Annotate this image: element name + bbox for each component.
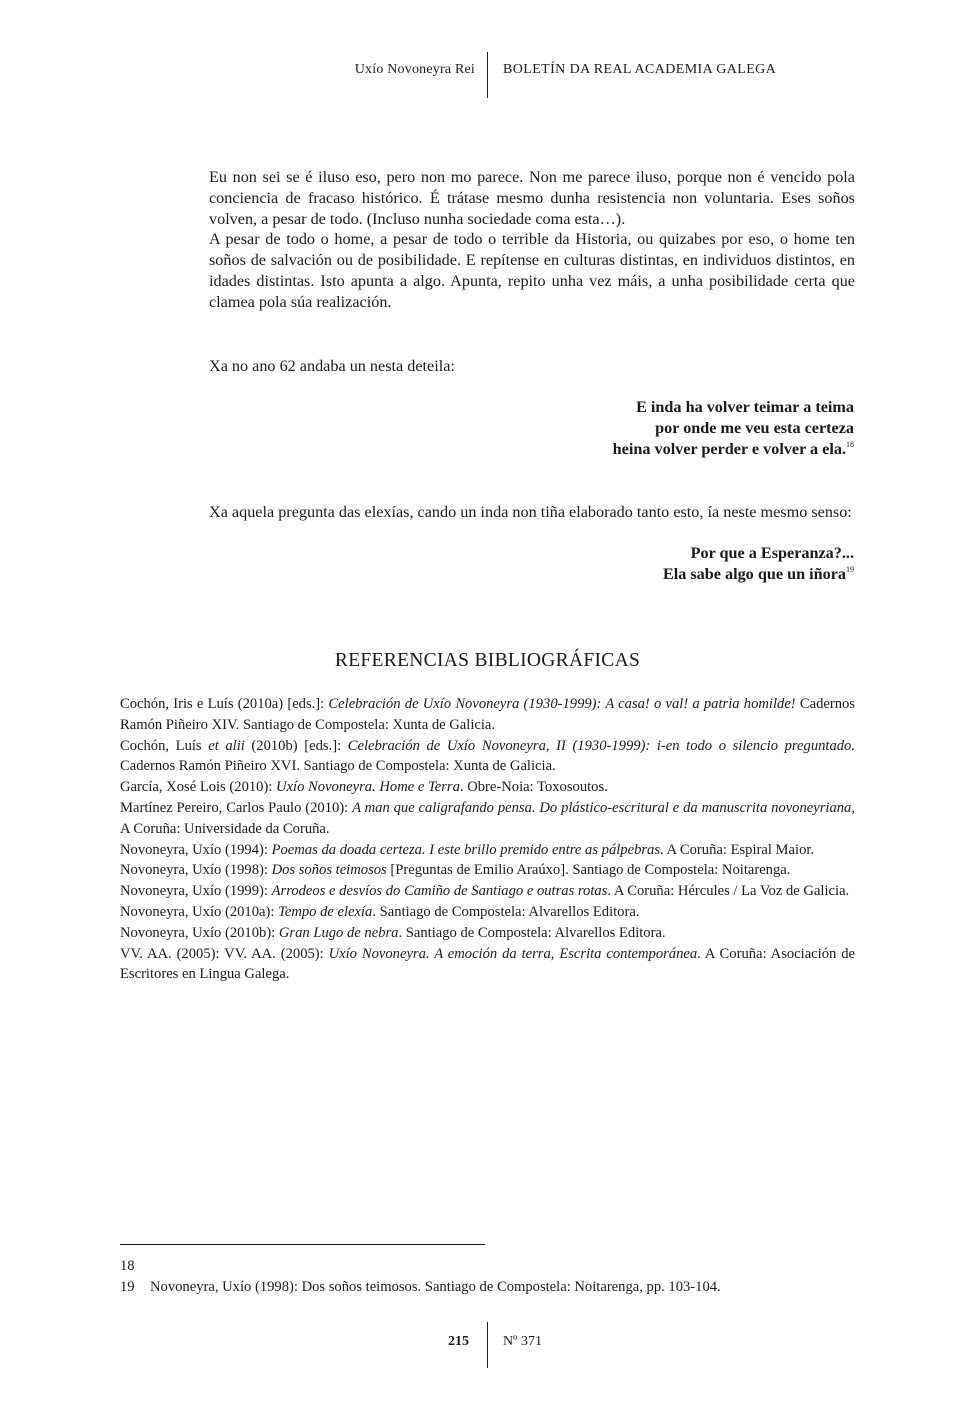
body-paragraph-2: A pesar de todo o home, a pesar de todo o terrible da Historia, ou quizabes por eso, o home ten soños de salvación ou de posibilidade. E repítense en culturas distintas, en individuos distintos, en idades distintas. Isto apunta a algo. Apunta, repito unha vez máis, a unha posibilidade certa que clamea pola súa realización. — [209, 230, 855, 311]
reference-entry: VV. AA. (2005): VV. AA. (2005): Uxío Novoneyra. A emoción da terra, Escrita contemporánea. A Coruña: Asociación de Escritores en Lingua Galega. — [120, 945, 855, 983]
references-list — [120, 694, 855, 985]
running-header-author: Uxío Novoneyra Rei — [354, 62, 475, 77]
reference-entry: Martínez Pereiro, Carlos Paulo (2010): A man que caligrafando pensa. Do plástico-escritural e da manuscrita novoneyriana, A Coruña: Universidade da Coruña. — [120, 799, 856, 837]
issue-number: Nº 371 — [503, 1334, 542, 1349]
footnote-text: Novoneyra, Uxío (1998): Dos soños teimosos. Santiago de Compostela: Noitarenga, pp. 103-104. — [150, 1279, 721, 1295]
body-paragraph-4: Xa aquela pregunta das elexías, cando un inda non tiña elaborado tanto esto, ía neste mesmo senso: — [209, 503, 852, 521]
footer-divider — [487, 1322, 488, 1368]
body-paragraph-3: Xa no ano 62 andaba un nesta deteila: — [209, 357, 455, 375]
verse-quote-1 — [613, 397, 854, 460]
footnote-number: 18 — [120, 1258, 135, 1274]
verse-line: por onde me veu esta certeza — [655, 419, 854, 437]
verse-line: heina volver perder e volver a ela.$^{18}$ — [612, 440, 854, 458]
reference-entry: Novoneyra, Uxío (1998): Dos soños teimosos [Preguntas de Emilio Araúxo]. Santiago de Compostela: Noitarenga. — [120, 862, 791, 879]
running-header-journal: BOLETÍN DA REAL ACADEMIA GALEGA — [503, 62, 777, 77]
reference-entry: Cochón, Luís et alii (2010b) [eds.]: Celebración de Uxío Novoneyra, II (1930-1999): i-en todo o silencio preguntado. Cadernos Ramón Piñeiro XVI. Santiago de Compostela: Xunta de Galicia. — [120, 737, 856, 775]
verse-quote-2 — [663, 543, 854, 585]
body-paragraph-1: Eu non sei se é iluso eso, pero non mo parece. Non me parece iluso, porque non é vencido pola conciencia de fracaso histórico. É trátase mesmo dunha resistencia non voluntaria. Eses soños volven, a pesar de todo. (Incluso nunha sociedade coma esta…). A pesar de todo o home, a pesar de todo o terrible da Historia, ou quizabes por eso, o home ten soños de salvación ou de posibilidade. E repítense en culturas distintas, en individuos distintos, en idades distintas. Isto apunta a algo. Apunta, repito unha vez máis, a unha posibilidade certa que clamea pola súa realización. — [209, 168, 855, 311]
header-divider — [487, 52, 488, 98]
page-number: 215 — [448, 1334, 469, 1349]
verse-line: Por que a Esperanza?... — [690, 544, 854, 562]
footnote-18 — [120, 1256, 150, 1276]
footnote-19 — [120, 1277, 721, 1297]
verse-line: E inda ha volver teimar a teima — [636, 398, 854, 416]
reference-entry: Cochón, Iris e Luís (2010a) [eds.]: Celebración de Uxío Novoneyra (1930-1999): A casa! o val! a patria homilde! Cadernos Ramón Piñeiro XIV. Santiago de Compostela: Xunta de Galicia. — [120, 696, 855, 733]
section-title: REFERENCIAS BIBLIOGRÁFICAS — [334, 650, 641, 671]
footnote-divider — [120, 1244, 485, 1245]
reference-entry: Novoneyra, Uxío (2010b): Gran Lugo de nebra. Santiago de Compostela: Alvarellos Editora. — [120, 924, 666, 941]
footnote-number: 19 — [120, 1279, 135, 1295]
footnote-ref-19[interactable]: 19 — [846, 565, 854, 574]
footnote-ref-18[interactable]: 18 — [846, 440, 854, 449]
reference-entry: García, Xosé Lois (2010): Uxío Novoneyra. Home e Terra. Obre-Noia: Toxosoutos. — [120, 779, 608, 796]
reference-entry: Novoneyra, Uxío (1994): Poemas da doada certeza. I este brillo premido entre as pálpebras. A Coruña: Espiral Maior. — [120, 841, 815, 858]
reference-entry: Novoneyra, Uxío (1999): Arrodeos e desvíos do Camiño de Santiago e outras rotas. A Coruña: Hércules / La Voz de Galicia. — [120, 883, 850, 900]
verse-line: Ela sabe algo que un iñora$^{19}$ — [662, 565, 854, 583]
reference-entry: Novoneyra, Uxío (2010a): Tempo de elexía. Santiago de Compostela: Alvarellos Editora. — [120, 903, 640, 920]
